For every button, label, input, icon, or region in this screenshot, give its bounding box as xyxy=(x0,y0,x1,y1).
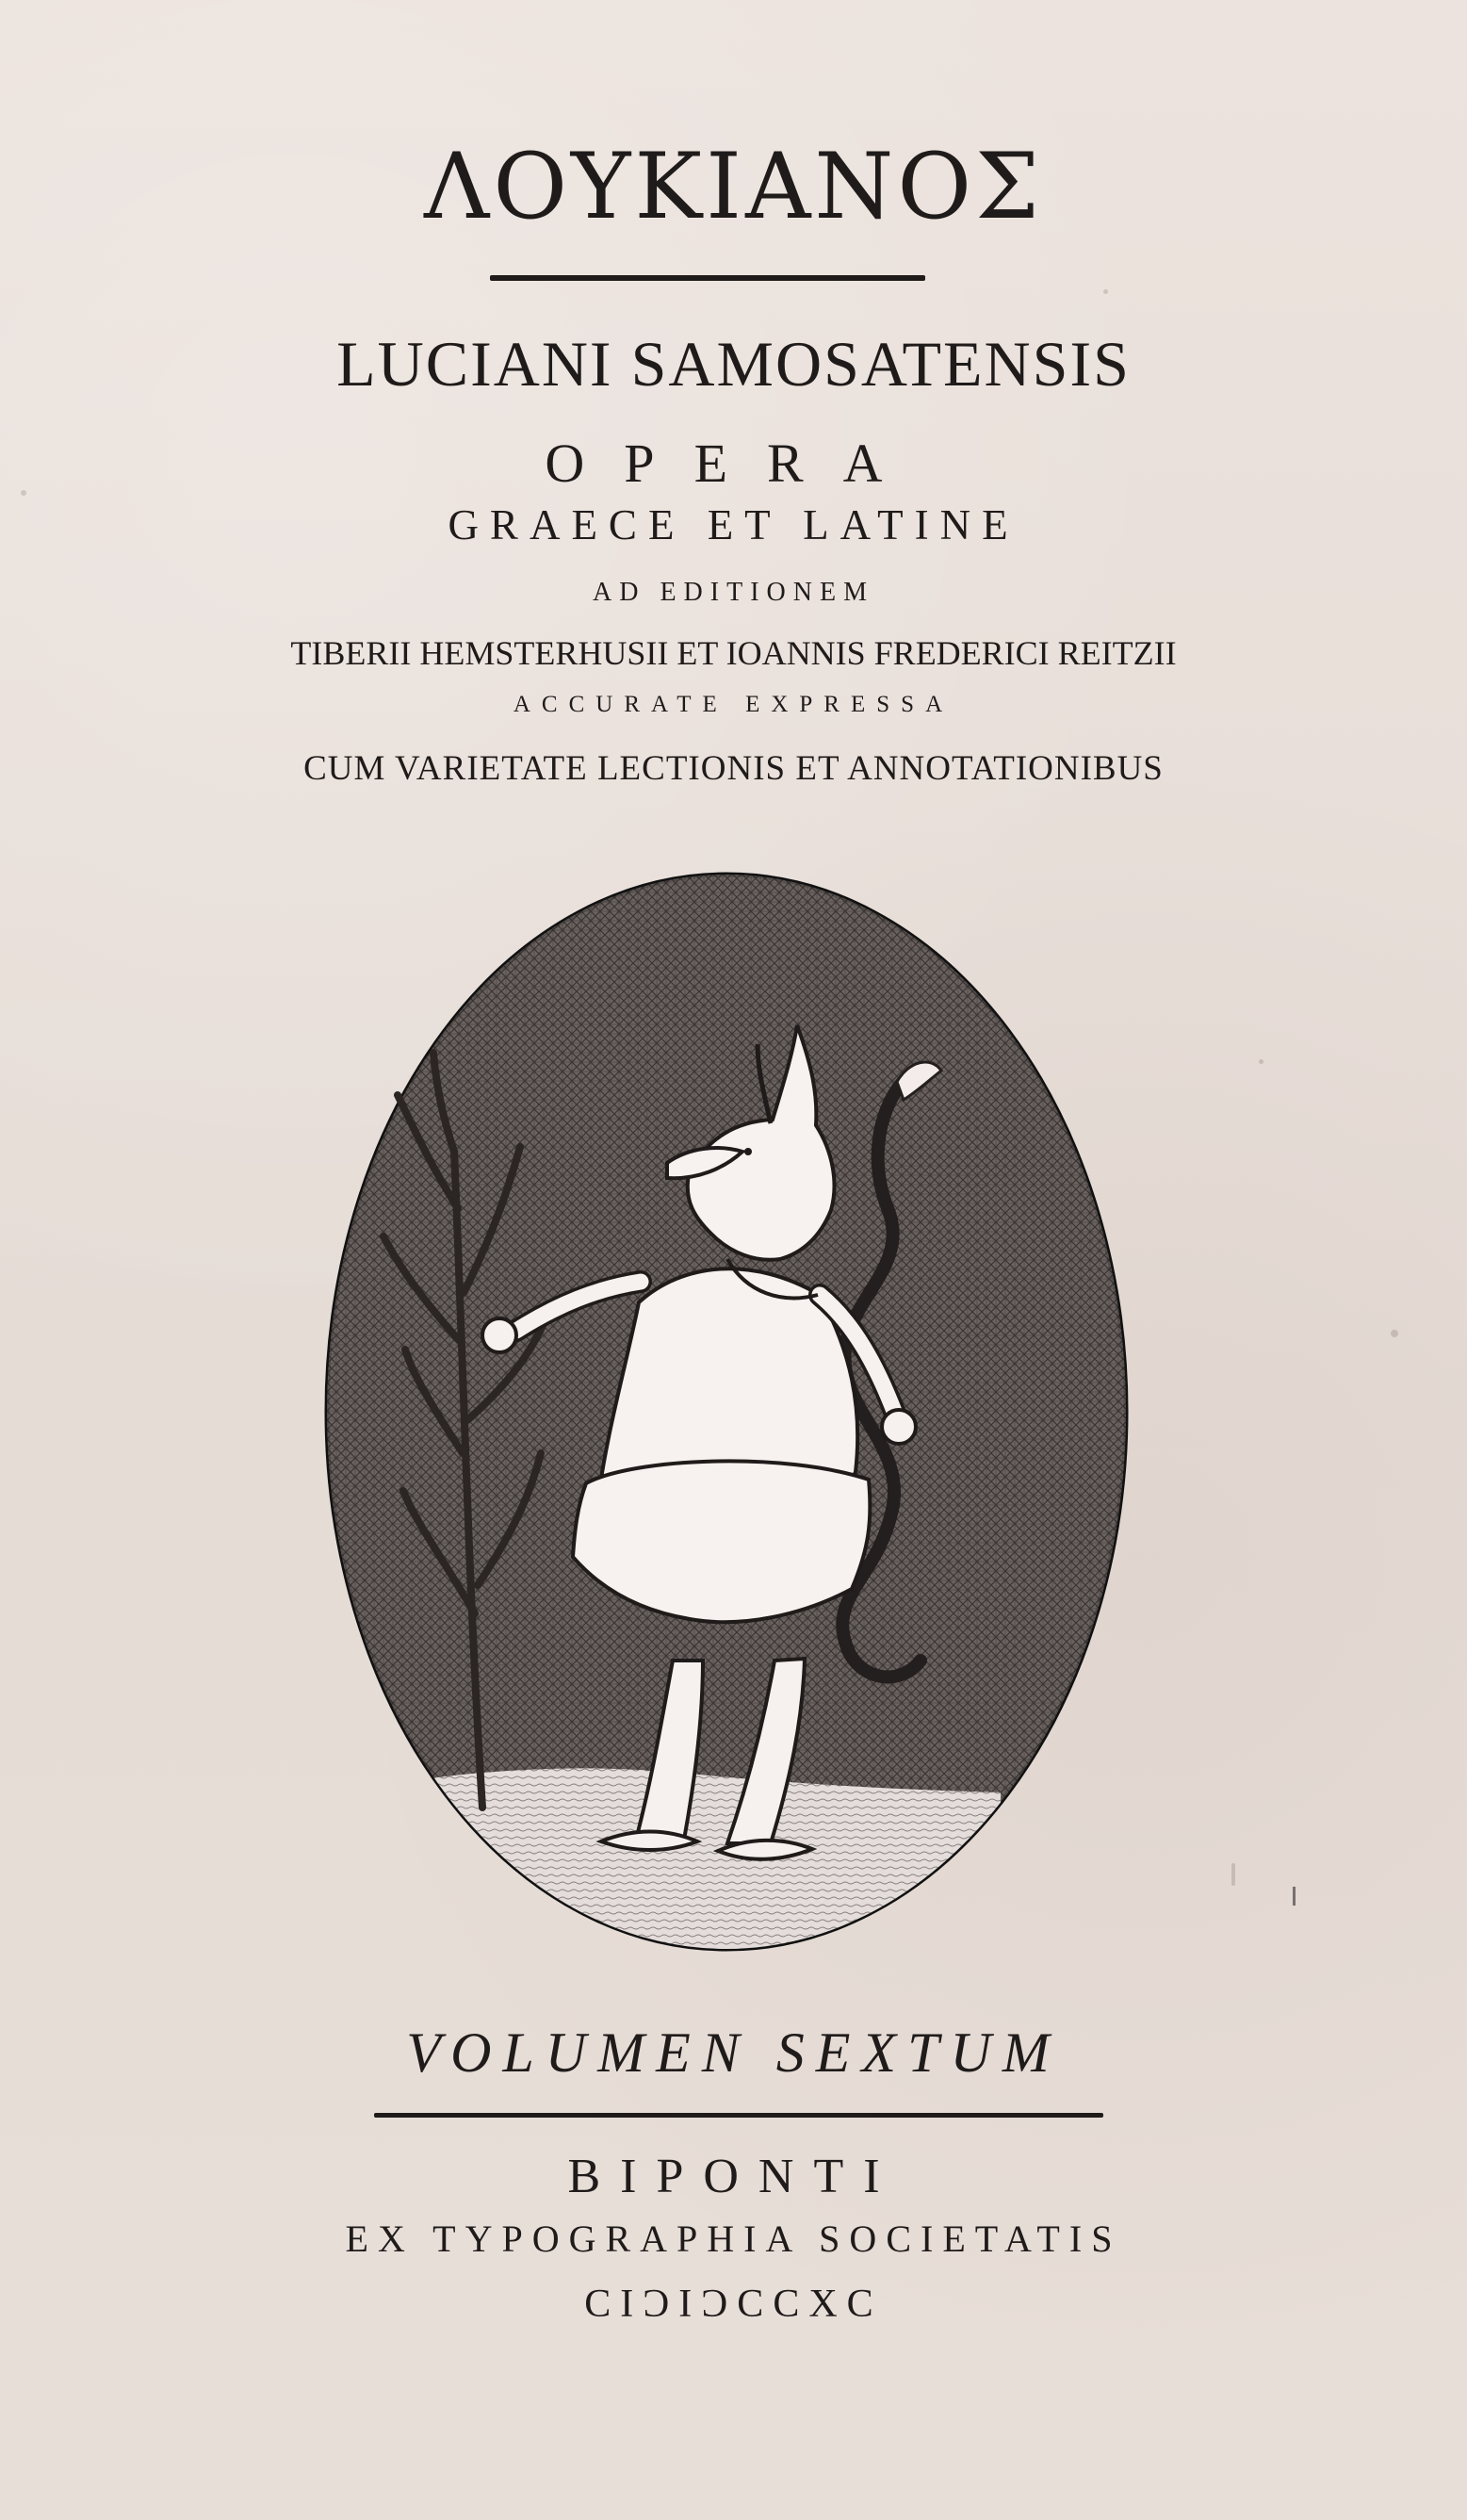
author-latin: LUCIANI SAMOSATENSIS xyxy=(336,328,1131,400)
languages-line: GRAECE ET LATINE xyxy=(448,501,1019,548)
paper-speck xyxy=(1231,1863,1235,1886)
ground xyxy=(398,1768,1001,1955)
volume-line: VOLUMEN SEXTUM xyxy=(406,2021,1061,2084)
top-rule xyxy=(490,275,925,281)
accurate-expressa-line: ACCURATE EXPRESSA xyxy=(513,692,954,717)
medallion-illustration xyxy=(322,869,1131,1955)
bottom-rule xyxy=(374,2113,1103,2118)
margin-mark xyxy=(1293,1887,1296,1906)
work-title: OPERA xyxy=(545,433,922,494)
imprint-date: CIƆIƆCCXC xyxy=(584,2283,883,2326)
greek-title: ΛΟΥΚΙΑΝΟΣ xyxy=(424,134,1043,239)
paper-speck xyxy=(1103,289,1108,294)
ad-editionem-line: AD EDITIONEM xyxy=(593,578,874,607)
paper-speck xyxy=(1391,1330,1398,1337)
paper-speck xyxy=(1259,1059,1263,1064)
editors-line: TIBERII HEMSTERHUSII ET IOANNIS FREDERICI REITZII xyxy=(290,634,1177,672)
place-line: BIPONTI xyxy=(567,2150,900,2203)
printer-line: EX TYPOGRAPHIA SOCIETATIS xyxy=(345,2217,1122,2260)
apparatus-line: CUM VARIETATE LECTIONIS ET ANNOTATIONIBUS xyxy=(303,749,1164,788)
engraved-medallion xyxy=(322,869,1131,1955)
